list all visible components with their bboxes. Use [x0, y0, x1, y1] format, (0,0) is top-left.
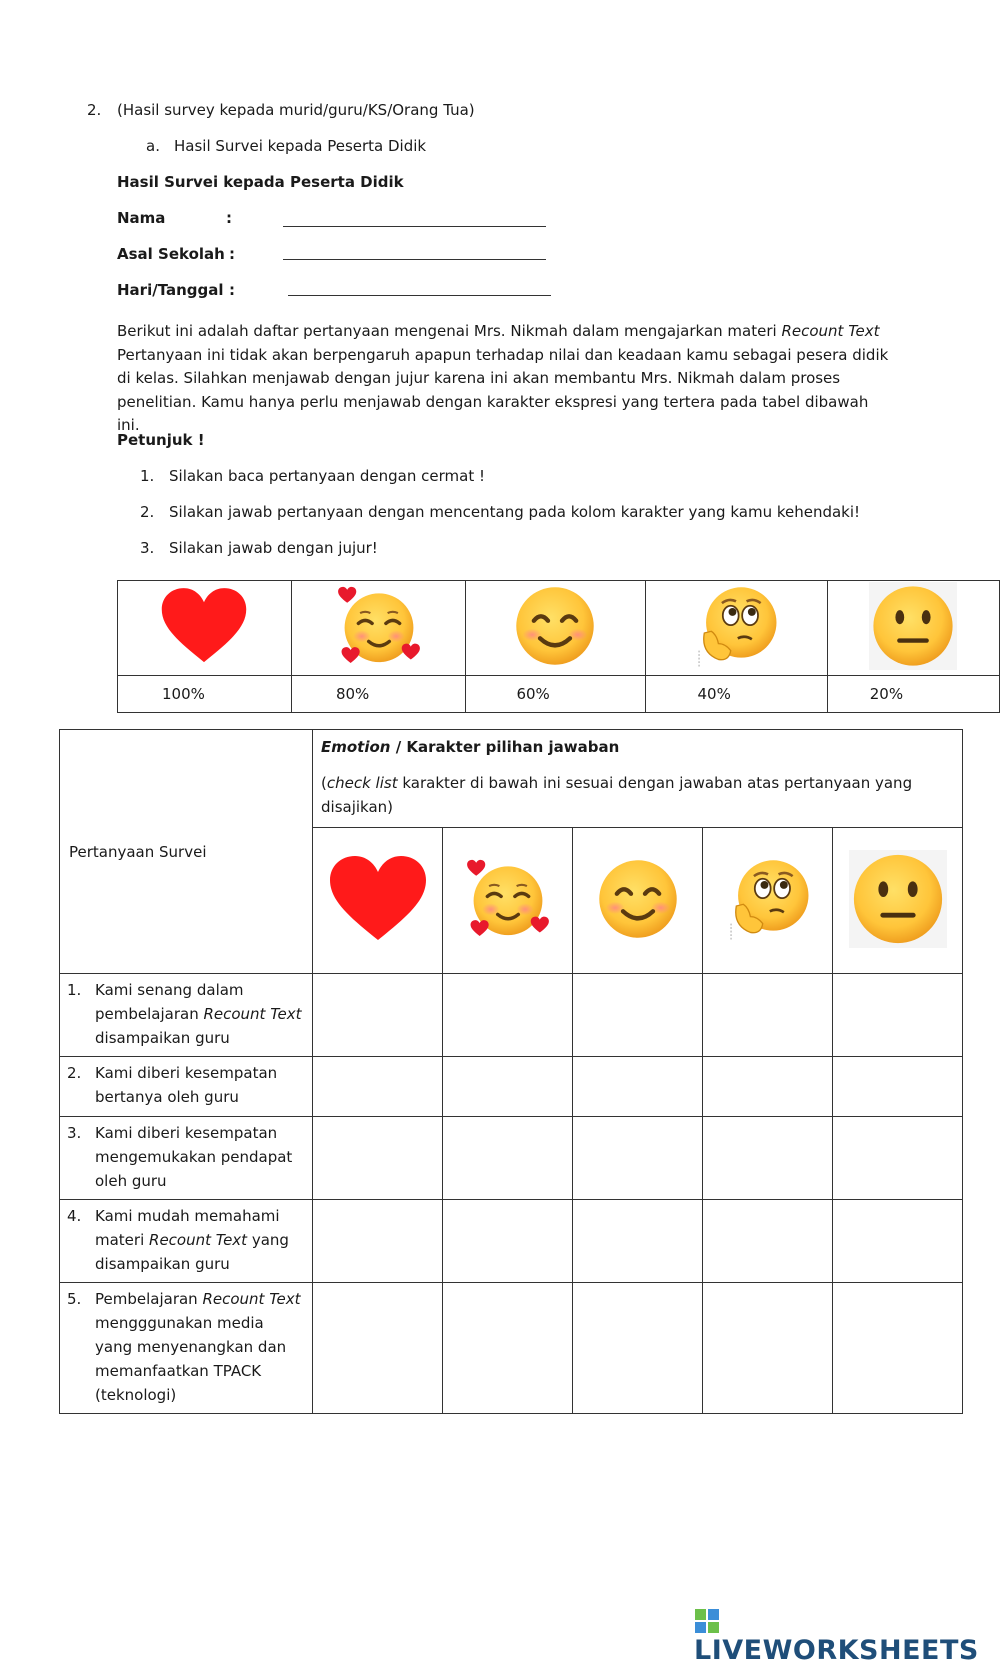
question-number: 2.	[67, 1064, 82, 1082]
question-italic: Recount Text	[202, 1290, 301, 1308]
worried-thinking-face-icon	[719, 855, 817, 943]
answer-checkbox-cell[interactable]	[703, 1283, 833, 1414]
question-row	[60, 974, 963, 1057]
answer-checkbox-cell[interactable]	[703, 1117, 833, 1200]
sub-letter: a.	[146, 137, 160, 155]
question-cell	[60, 1117, 313, 1200]
heart-icon	[328, 854, 428, 944]
emotion-rest: / Karakter pilihan jawaban	[390, 738, 620, 756]
question-row	[60, 1283, 963, 1414]
neutral-face-icon	[869, 582, 957, 670]
question-text: Pembelajaran	[95, 1290, 203, 1308]
field-label-hari-tanggal: Hari/Tanggal	[117, 281, 224, 299]
answer-icon-cell	[443, 828, 573, 974]
answer-icon-cell	[833, 828, 963, 974]
legend-cell	[827, 581, 999, 676]
hari-tanggal-input-line[interactable]	[288, 295, 551, 296]
intro-line1: Berikut ini adalah daftar pertanyaan mengenai Mrs. Nikmah dalam mengajarkan materi	[117, 322, 782, 340]
answer-checkbox-cell[interactable]	[313, 1057, 443, 1117]
answer-checkbox-cell[interactable]	[573, 1057, 703, 1117]
checklist-open: (	[321, 774, 327, 792]
legend-percent: 100%	[118, 676, 292, 713]
emotion-header-cell	[313, 730, 963, 828]
legend-cell	[118, 581, 292, 676]
asal-sekolah-input-line[interactable]	[283, 259, 546, 260]
survey-table	[59, 729, 963, 1414]
legend-table	[117, 580, 1000, 713]
answer-checkbox-cell[interactable]	[443, 974, 573, 1057]
emotion-word: Emotion	[321, 738, 391, 756]
question-text: Kami diberi kesempatan mengemukakan pendapat oleh guru	[95, 1124, 293, 1190]
instructions-title: Petunjuk !	[117, 431, 205, 449]
question-cell	[60, 1057, 313, 1117]
answer-checkbox-cell[interactable]	[573, 1117, 703, 1200]
legend-cell	[645, 581, 827, 676]
answer-icon-cell	[313, 828, 443, 974]
field-colon: :	[229, 245, 235, 263]
answer-checkbox-cell[interactable]	[443, 1117, 573, 1200]
question-cell	[60, 1200, 313, 1283]
smiling-face-icon	[511, 582, 599, 670]
legend-icon-row	[118, 581, 1000, 676]
answer-checkbox-cell[interactable]	[443, 1057, 573, 1117]
legend-percent: 80%	[291, 676, 466, 713]
answer-checkbox-cell[interactable]	[313, 1117, 443, 1200]
answer-checkbox-cell[interactable]	[833, 1057, 963, 1117]
nama-input-line[interactable]	[283, 226, 546, 227]
liveworksheets-logo-icon	[694, 1608, 720, 1634]
smiling-face-with-hearts-icon	[462, 856, 554, 942]
intro-recount-text: Recount Text	[781, 322, 880, 340]
smiling-face-with-hearts-icon	[333, 583, 425, 669]
instruction-text: Silakan jawab pertanyaan dengan mencentang pada kolom karakter yang kamu kehendaki!	[169, 503, 861, 521]
neutral-face-icon	[849, 850, 947, 948]
question-row	[60, 1117, 963, 1200]
item-number: 2.	[87, 101, 102, 119]
field-colon: :	[229, 281, 235, 299]
question-italic: Recount Text	[149, 1231, 248, 1249]
question-text: Kami diberi kesempatan bertanya oleh guru	[95, 1064, 278, 1106]
field-label-asal-sekolah: Asal Sekolah	[117, 245, 225, 263]
question-header: Pertanyaan Survei	[69, 842, 207, 861]
answer-checkbox-cell[interactable]	[703, 974, 833, 1057]
question-text-end: mengggunakan media yang menyenangkan dan memanfaatkan TPACK (teknologi)	[95, 1314, 287, 1404]
question-text: Kami senang dalam pembelajaran	[95, 981, 244, 1023]
checklist-rest: karakter di bawah ini sesuai dengan jawaban atas pertanyaan yang disajikan)	[321, 774, 913, 816]
field-colon: :	[226, 209, 232, 227]
emotion-header	[321, 735, 954, 759]
item-title: (Hasil survey kepada murid/guru/KS/Orang Tua)	[117, 101, 475, 119]
answer-checkbox-cell[interactable]	[313, 1283, 443, 1414]
legend-percent: 60%	[466, 676, 645, 713]
question-italic: Recount Text	[203, 1005, 302, 1023]
smiling-face-icon	[594, 855, 682, 943]
legend-percent: 20%	[827, 676, 999, 713]
answer-checkbox-cell[interactable]	[833, 1117, 963, 1200]
worried-thinking-face-icon	[687, 582, 785, 670]
question-cell	[60, 974, 313, 1057]
logo-text: LIVEWORKSHEETS	[694, 1635, 979, 1666]
answer-checkbox-cell[interactable]	[833, 1200, 963, 1283]
legend-percent-row	[118, 676, 1000, 713]
answer-checkbox-cell[interactable]	[833, 974, 963, 1057]
answer-checkbox-cell[interactable]	[443, 1283, 573, 1414]
legend-percent: 40%	[645, 676, 827, 713]
answer-checkbox-cell[interactable]	[573, 1200, 703, 1283]
intro-paragraph	[117, 320, 892, 438]
answer-checkbox-cell[interactable]	[573, 974, 703, 1057]
question-number: 4.	[67, 1207, 82, 1225]
instruction-text: Silakan jawab dengan jujur!	[169, 539, 378, 557]
field-label-nama: Nama	[117, 209, 166, 227]
answer-icon-cell	[573, 828, 703, 974]
question-row	[60, 1200, 963, 1283]
section-title: Hasil Survei kepada Peserta Didik	[117, 173, 404, 191]
checklist-note	[321, 771, 954, 819]
question-number: 5.	[67, 1290, 82, 1308]
question-text-end: disampaikan guru	[95, 1029, 230, 1047]
answer-checkbox-cell[interactable]	[833, 1283, 963, 1414]
legend-cell	[466, 581, 645, 676]
heart-icon	[160, 586, 248, 666]
answer-checkbox-cell[interactable]	[313, 1200, 443, 1283]
answer-checkbox-cell[interactable]	[703, 1057, 833, 1117]
question-header-cell	[60, 730, 313, 974]
question-cell	[60, 1283, 313, 1414]
question-number: 3.	[67, 1124, 82, 1142]
answer-icon-cell	[703, 828, 833, 974]
instruction-num: 3.	[140, 539, 155, 557]
liveworksheets-logo[interactable]	[694, 1604, 1000, 1666]
checklist-word: check list	[326, 774, 398, 792]
legend-cell	[291, 581, 466, 676]
answer-checkbox-cell[interactable]	[313, 974, 443, 1057]
instruction-num: 1.	[140, 467, 155, 485]
sub-title: Hasil Survei kepada Peserta Didik	[174, 137, 427, 155]
question-text-end: yang disampaikan guru	[95, 1231, 289, 1273]
instruction-text: Silakan baca pertanyaan dengan cermat !	[169, 467, 485, 485]
answer-checkbox-cell[interactable]	[703, 1200, 833, 1283]
question-text: Kami mudah memahami materi	[95, 1207, 280, 1249]
instruction-num: 2.	[140, 503, 155, 521]
question-number: 1.	[67, 981, 82, 999]
answer-checkbox-cell[interactable]	[443, 1200, 573, 1283]
intro-rest: Pertanyaan ini tidak akan berpengaruh apapun terhadap nilai dan keadaan kamu sebagai pesera didik di kelas. Silahkan menjawab dengan jujur karena ini akan membantu Mrs. Nikmah dalam proses penelitian. Kamu hanya perlu menjawab dengan karakter ekspresi yang tertera pada tabel dibawah ini.	[117, 345, 889, 434]
question-row	[60, 1057, 963, 1117]
answer-checkbox-cell[interactable]	[573, 1283, 703, 1414]
